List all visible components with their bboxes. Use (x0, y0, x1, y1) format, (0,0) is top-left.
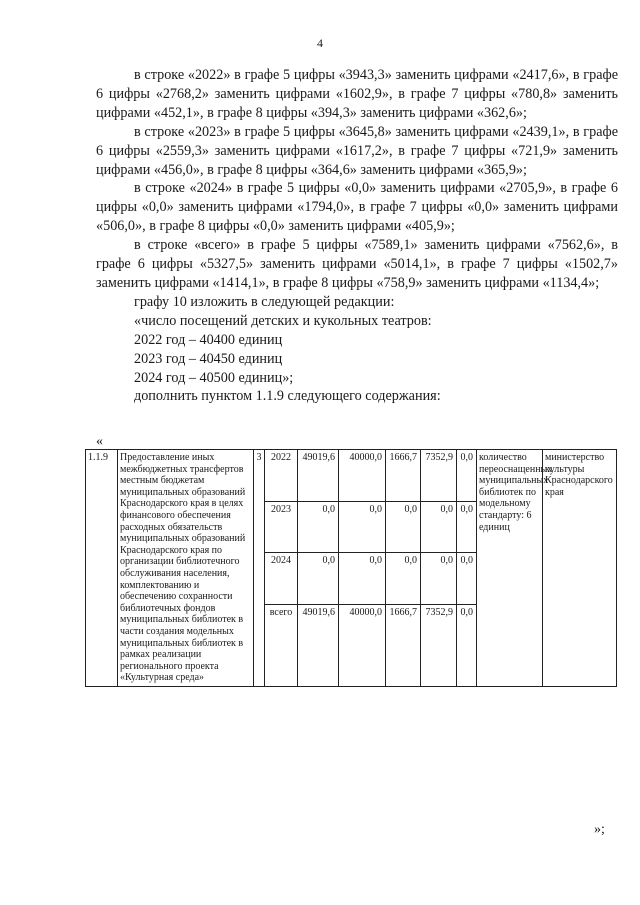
value-cell: 7352,9 (421, 450, 457, 502)
value-cell: 1666,7 (386, 605, 421, 687)
value-cell: 0,0 (386, 501, 421, 553)
quote-close: »; (594, 822, 605, 837)
paragraph: в строке «2024» в графе 5 цифры «0,0» заменить цифрами «2705,9», в графе 6 цифры «0,0» заменить цифрами «1794,0», в графе 7 цифры «0,0» заменить цифрами «506,0», в графе 8 цифры «0,0» заменить цифрами «405,9»; (96, 180, 618, 235)
item-description: Предоставление иных межбюджетных трансфертов местным бюджетам муниципальных образований Краснодарского края в целях финансового обеспечения расходных обязательств муниципальных образований Краснодарского края по организации библиотечного обслуживания населения, комплектованию и обеспечению сохранности библиотечных фондов муниципальных библиотек в части создания модельных муниципальных библиотек в рамках реализации регионального проекта «Культурная среда» (118, 450, 254, 687)
value-cell: 1666,7 (386, 450, 421, 502)
value-cell: 49019,6 (298, 605, 339, 687)
quote-open: « (96, 434, 103, 449)
table-row (86, 450, 617, 502)
paragraph: графу 10 изложить в следующей редакции: (134, 293, 395, 310)
paragraph: 2024 год – 40500 единиц»; (134, 369, 294, 386)
paragraph: в строке «всего» в графе 5 цифры «7589,1» заменить цифрами «7562,6», в графе 6 цифры «5327,5» заменить цифрами «5014,1», в графе 7 цифры «1502,7» заменить цифрами «1414,1», в графе 8 цифры «758,9» заменить цифрами «1134,4»; (96, 237, 618, 291)
paragraph: в строке «2022» в графе 5 цифры «3943,3» заменить цифрами «2417,6», в графе 6 цифры «2768,2» заменить цифрами «1602,9», в графе 7 цифры «780,8» заменить цифрами «452,1», в графе 8 цифры «394,3» заменить цифрами «362,6»; (96, 67, 618, 121)
value-cell: 0,0 (421, 501, 457, 553)
value-cell: 0,0 (457, 450, 477, 502)
value-cell: 40000,0 (339, 605, 386, 687)
paragraph: в строке «2023» в графе 5 цифры «3645,8» заменить цифрами «2439,1», в графе 6 цифры «2559,3» заменить цифрами «1617,2», в графе 7 цифры «721,9» заменить цифрами «456,0», в графе 8 цифры «364,6» заменить цифрами «365,9»; (96, 123, 618, 178)
value-cell: 7352,9 (421, 605, 457, 687)
paragraph: 2022 год – 40400 единиц (134, 331, 283, 348)
value-cell: 0,0 (386, 553, 421, 605)
item-number: 1.1.9 (86, 450, 118, 687)
page-number: 4 (317, 36, 323, 50)
value-cell: 0,0 (457, 605, 477, 687)
value-cell: 0,0 (298, 501, 339, 553)
value-cell: 49019,6 (298, 450, 339, 502)
amendment-table (85, 449, 617, 687)
value-cell: 0,0 (339, 553, 386, 605)
value-cell: 0,0 (457, 553, 477, 605)
value-cell: 0,0 (421, 553, 457, 605)
value-cell: 0,0 (298, 553, 339, 605)
executor: министерство культуры Краснодарского края (543, 450, 617, 687)
body-text (96, 66, 618, 406)
year-cell: 2023 (265, 501, 298, 553)
value-cell: 40000,0 (339, 450, 386, 502)
source-code: 3 (254, 450, 265, 687)
paragraph: дополнить пунктом 1.1.9 следующего содержания: (134, 388, 441, 405)
value-cell: 0,0 (339, 501, 386, 553)
paragraph: 2023 год – 40450 единиц (134, 350, 283, 367)
value-cell: 0,0 (457, 501, 477, 553)
year-cell: всего (265, 605, 298, 687)
year-cell: 2024 (265, 553, 298, 605)
year-cell: 2022 (265, 450, 298, 502)
result-indicator: количество переоснащенных муниципальных библиотек по модельному стандарту: 6 единиц (477, 450, 543, 687)
paragraph: «число посещений детских и кукольных театров: (134, 312, 432, 329)
